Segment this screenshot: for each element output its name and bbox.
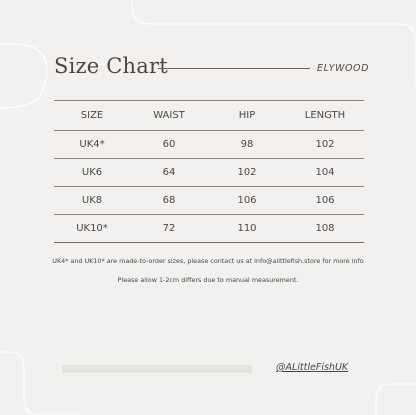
table-row xyxy=(54,215,364,243)
social-handle-link[interactable]: @ALittleFishUK xyxy=(276,362,349,373)
column-header-size: SIZE xyxy=(54,101,130,131)
bottom-right-curve xyxy=(376,384,416,415)
made-to-order-note: UK4* and UK10* are made-to-order sizes, please contact us at info@alittlefish.store for more info xyxy=(52,257,364,265)
cell-size: UK8 xyxy=(54,187,130,215)
cell-hip: 98 xyxy=(208,131,286,159)
cell-size: UK6 xyxy=(54,159,130,187)
cell-length: 102 xyxy=(286,131,364,159)
cell-hip: 110 xyxy=(208,215,286,243)
cell-size: UK4* xyxy=(54,131,130,159)
cell-size: UK10* xyxy=(54,215,130,243)
column-header-waist: WAIST xyxy=(130,101,208,131)
bottom-curve xyxy=(0,352,80,415)
cell-hip: 102 xyxy=(208,159,286,187)
cell-hip: 106 xyxy=(208,187,286,215)
column-header-hip: HIP xyxy=(208,101,286,131)
left-curve xyxy=(0,44,47,108)
cell-waist: 68 xyxy=(130,187,208,215)
cell-length: 104 xyxy=(286,159,364,187)
cell-length: 106 xyxy=(286,187,364,215)
column-header-length: LENGTH xyxy=(286,101,364,131)
measurement-tolerance-note: Please allow 1-2cm differs due to manual measurement. xyxy=(117,276,299,284)
table-row xyxy=(54,131,364,159)
page-title: Size Chart xyxy=(54,54,168,78)
table-row xyxy=(54,187,364,215)
table-row xyxy=(54,159,364,187)
cell-waist: 72 xyxy=(130,215,208,243)
title-divider xyxy=(158,68,310,69)
footer-bar xyxy=(62,365,252,373)
cell-waist: 64 xyxy=(130,159,208,187)
cell-waist: 60 xyxy=(130,131,208,159)
table-header-row xyxy=(54,101,364,131)
top-right-curve xyxy=(132,0,416,86)
size-table xyxy=(54,100,364,243)
brand-name: ELYWOOD xyxy=(317,63,370,74)
cell-length: 108 xyxy=(286,215,364,243)
